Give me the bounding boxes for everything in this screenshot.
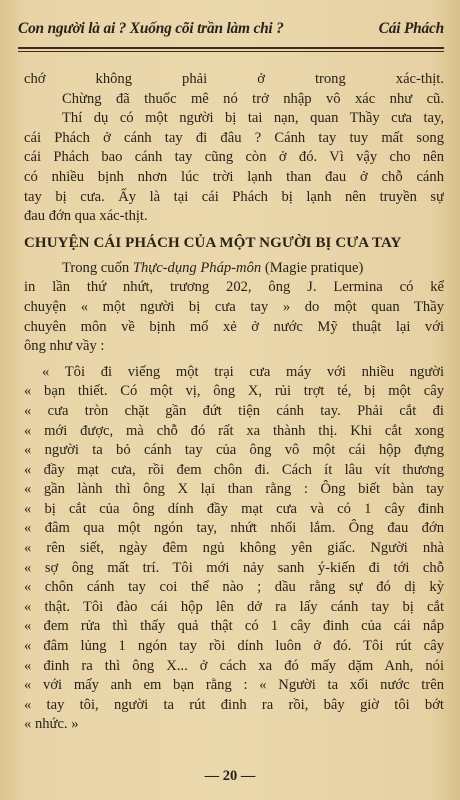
quote-line: « tay tôi, người ta rút đinh ra rồi, bây giờ tôi bớt	[24, 696, 444, 713]
text-line: Chừng đã thuốc mê nó trở nhập vô xác như cũ.	[62, 90, 444, 107]
quote-line: « rên siết, ngày đêm ngủ không yên giấc. Người nhà	[24, 540, 444, 557]
page-number: — 20 —	[204, 768, 256, 784]
quote-line: « đâm qua một ngón tay, nhứt nhối lắm. Ông đau đớn	[24, 520, 444, 537]
quote-line: « gần lành thì ông X lại than rằng : Ông biết bàn tay	[24, 481, 444, 498]
quote-line: « sợ ông mất trí. Tôi mới nảy sanh ý-kiến đi tới chỗ	[24, 559, 444, 576]
text-line: chớ không phải ở trong xác-thịt.	[24, 71, 444, 87]
text-run: (Magie pratique)	[261, 259, 364, 276]
book-title: Thực-dụng Pháp-môn	[132, 259, 262, 276]
text-line: cái Phách ở cánh tay đi đâu ? Cánh tay tuy mất song	[24, 129, 444, 146]
text-line: đau đớn qua xác-thịt.	[24, 208, 148, 225]
quote-line: « chôn cánh tay coi thể nào ; dầu rằng sự đó dị kỳ	[24, 579, 444, 596]
quote-line: « với mấy anh em bạn rằng : « Người ta xối nước trên	[24, 677, 444, 694]
header-title: Con người là ai ? Xuống cõi trần làm chi ?	[18, 20, 284, 37]
text-line: Thí dụ có một người bị tai nạn, quan Thầy cưa tay,	[62, 110, 444, 127]
text-line: chuyện « một người bị cưa tay » do một quan Thầy	[24, 298, 444, 315]
text-line	[24, 259, 444, 279]
quote-line: « người ta bỏ cánh tay của ông vô một cái hộp đựng	[24, 442, 444, 459]
quote-line: « Tôi đi viếng một trại cưa máy với nhiều người	[42, 363, 444, 380]
quote-line: « nhức. »	[24, 716, 79, 733]
header-rule	[18, 47, 444, 52]
text-line: tay bị cưa. Ấy là tại cái Phách bị lạnh nên truyền sự	[24, 188, 444, 205]
header-chapter: Cái Phách	[378, 20, 444, 37]
text-line: in lần thứ nhứt, trương 202, ông J. Lermina có kể	[24, 279, 444, 296]
quote-line: « đinh ra thì ông X... ở cách xa đó mấy dặm Anh, nói	[24, 657, 444, 674]
section-title: CHUYỆN CÁI PHÁCH CỦA MỘT NGƯỜI BỊ CƯA TAY	[24, 234, 402, 251]
text-line: chuyên môn về bịnh mổ xẻ ở nước Mỹ thuật lại với	[24, 318, 444, 335]
quote-line: « bạn thiết. Có một vị, ông X, rủi trợt té, bị một cây	[24, 383, 444, 400]
text-run: Trong cuốn	[62, 259, 133, 276]
text-line: cái Phách bao cánh tay cũng còn ở đó. Vì vậy cho nên	[24, 149, 444, 166]
text-line: có nhiều bịnh nhơn lúc trời lạnh than đau ở chỗ cánh	[24, 168, 444, 185]
page-body	[24, 70, 444, 735]
quote-line: « cưa tròn chặt gần đứt tiện cánh tay. Phải cắt đi	[24, 402, 444, 419]
text-line: ông như vầy :	[24, 338, 105, 355]
running-header	[18, 20, 444, 38]
quote-line: « đem rửa thì thấy quả thật có 1 cây đinh của cái nắp	[24, 618, 444, 635]
quote-line: « đâm lủng 1 ngón tay rồi dính luôn ở đó. Tôi rút cây	[24, 638, 444, 655]
quote-line: « đầy mạt cưa, rồi đem chôn đi. Cách ít lâu vít thương	[24, 461, 444, 478]
quote-line: « bị cắt của ông dính đầy mạt cưa và có 1 cây đinh	[24, 500, 444, 517]
quote-line: « thật. Tôi đào cái hộp lên dở ra lấy cánh tay bị cắt	[24, 598, 444, 615]
quote-line: « mới được, mà chỗ đó rất xa thành thị. Khi cắt xong	[24, 422, 444, 439]
